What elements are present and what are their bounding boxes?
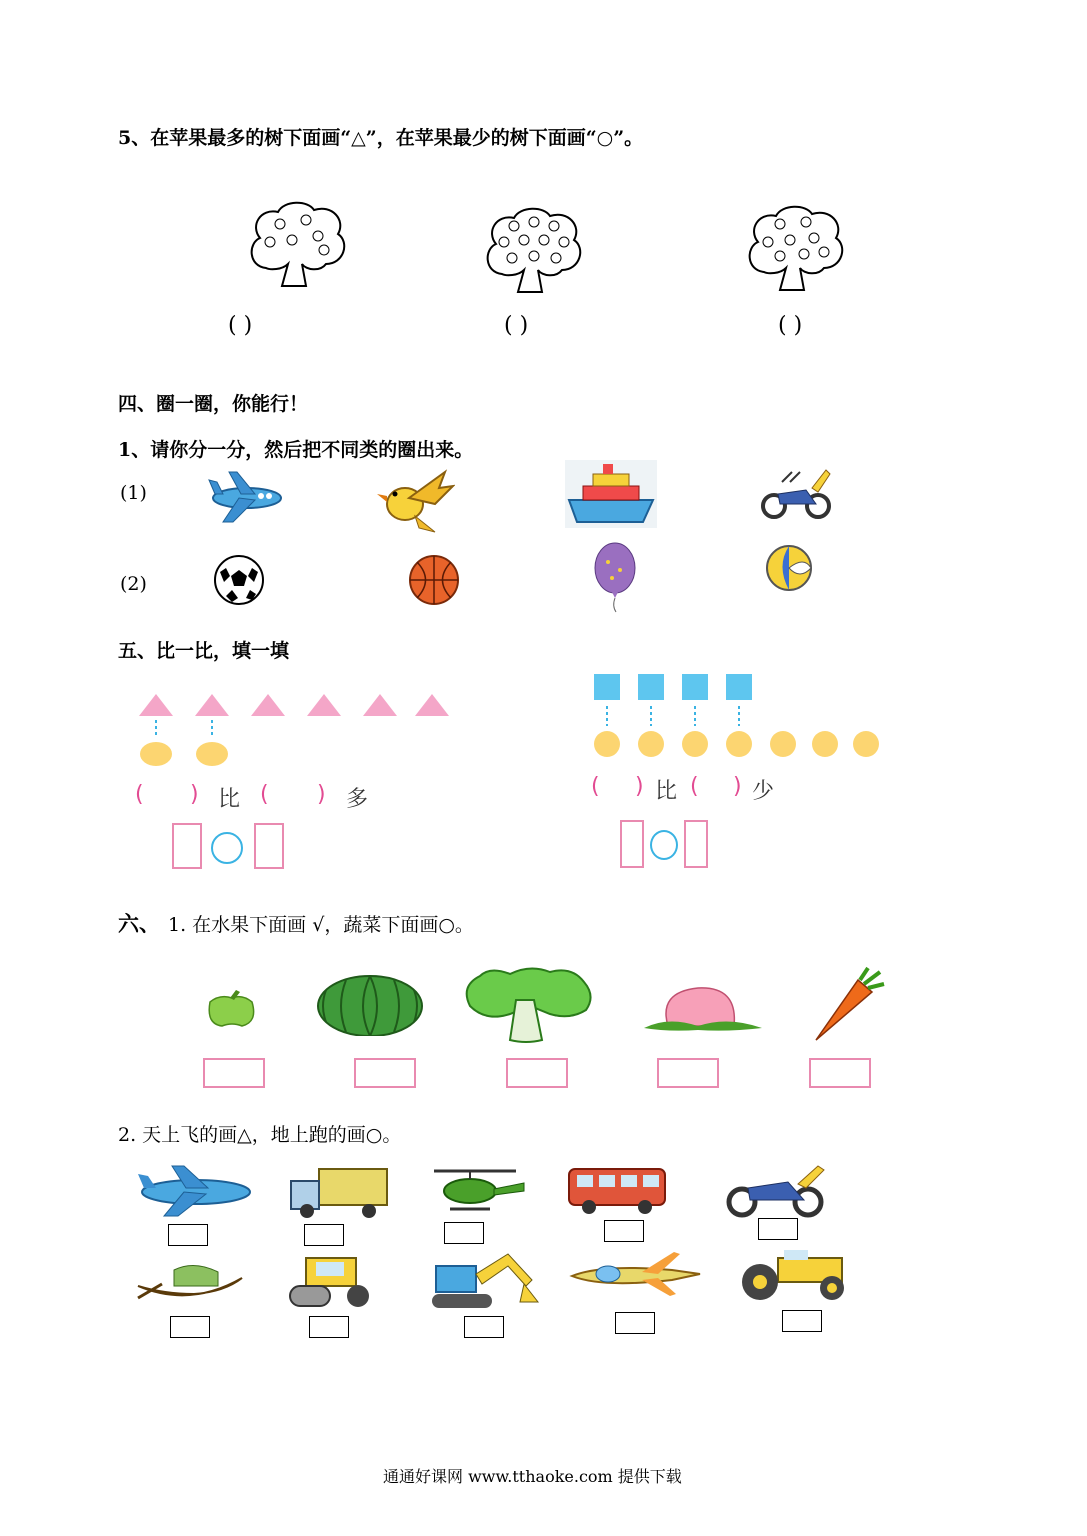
result-word-less: 少 bbox=[752, 779, 775, 804]
pepper-icon[interactable] bbox=[202, 988, 260, 1028]
compare-circle[interactable] bbox=[211, 832, 243, 864]
triangle-row bbox=[136, 690, 452, 770]
motorcycle-icon[interactable] bbox=[722, 1162, 830, 1218]
section6-title: 六、 bbox=[118, 911, 160, 936]
q5-title: 5、在苹果最多的树下面画“△”，在苹果最少的树下面画“○”。 bbox=[118, 127, 644, 149]
bird-icon[interactable] bbox=[375, 468, 455, 536]
footer-text: 通通好课网 www.tthaoke.com 提供下载 bbox=[383, 1467, 682, 1486]
answer-box[interactable] bbox=[168, 1224, 208, 1246]
answer-box[interactable] bbox=[758, 1218, 798, 1240]
tree-icon bbox=[482, 204, 587, 296]
answer-box[interactable] bbox=[444, 1222, 484, 1244]
blank-open: ( bbox=[260, 782, 269, 807]
answer-box[interactable] bbox=[170, 1316, 210, 1338]
answer-box[interactable] bbox=[354, 1058, 416, 1088]
airplane-icon[interactable] bbox=[205, 464, 287, 526]
section4-q1: 1、请你分一分，然后把不同类的圈出来。 bbox=[118, 439, 474, 461]
answer-blank[interactable]: ( ) bbox=[228, 313, 253, 338]
answer-box[interactable] bbox=[172, 823, 202, 869]
cabbage-icon[interactable] bbox=[460, 966, 596, 1044]
balloon-icon[interactable] bbox=[592, 540, 638, 614]
blank-open: ( bbox=[135, 782, 144, 807]
basketball-icon[interactable] bbox=[407, 552, 461, 608]
compare-circle[interactable] bbox=[650, 830, 678, 860]
square-circle-rows bbox=[590, 674, 882, 762]
answer-box[interactable] bbox=[782, 1310, 822, 1332]
soccer-ball-icon[interactable] bbox=[212, 552, 266, 608]
answer-box[interactable] bbox=[615, 1312, 655, 1334]
carrot-icon[interactable] bbox=[808, 966, 886, 1044]
answer-box[interactable] bbox=[657, 1058, 719, 1088]
answer-box[interactable] bbox=[620, 820, 644, 868]
section4-title: 四、圈一圈，你能行！ bbox=[118, 393, 309, 415]
watermelon-icon[interactable] bbox=[316, 970, 424, 1036]
excavator-icon[interactable] bbox=[428, 1250, 540, 1312]
answer-box[interactable] bbox=[254, 823, 284, 869]
road-roller-icon[interactable] bbox=[286, 1254, 380, 1310]
bus-icon[interactable] bbox=[565, 1163, 671, 1217]
answer-blank[interactable]: ( ) bbox=[778, 313, 803, 338]
volleyball-icon[interactable] bbox=[764, 542, 814, 594]
blank-open: ( bbox=[591, 774, 600, 799]
answer-box[interactable] bbox=[203, 1058, 265, 1088]
answer-blank[interactable]: ( ) bbox=[504, 313, 529, 338]
truck-icon[interactable] bbox=[287, 1165, 391, 1221]
tree-icon bbox=[744, 202, 849, 294]
row1-label: (1) bbox=[120, 482, 147, 504]
compare-word: 比 bbox=[655, 779, 678, 804]
answer-box[interactable] bbox=[304, 1224, 344, 1246]
answer-box[interactable] bbox=[464, 1316, 504, 1338]
section6-q2: 2. 天上飞的画△，地上跑的画○。 bbox=[118, 1124, 402, 1146]
helicopter-icon[interactable] bbox=[430, 1165, 526, 1213]
jet-icon[interactable] bbox=[562, 1248, 706, 1298]
answer-box[interactable] bbox=[604, 1220, 644, 1242]
airplane-icon[interactable] bbox=[134, 1162, 256, 1218]
blank-open: ( bbox=[690, 774, 699, 799]
blank-close: ) bbox=[635, 774, 644, 799]
compare-word: 比 bbox=[218, 787, 241, 812]
answer-box[interactable] bbox=[809, 1058, 871, 1088]
blank-close: ) bbox=[733, 774, 742, 799]
section5-title: 五、比一比，填一填 bbox=[118, 640, 290, 662]
motorcycle-icon[interactable] bbox=[760, 464, 832, 522]
blank-close: ) bbox=[190, 782, 199, 807]
blank-close: ) bbox=[317, 782, 326, 807]
tree-icon bbox=[246, 198, 351, 290]
answer-box[interactable] bbox=[309, 1316, 349, 1338]
result-word-more: 多 bbox=[346, 787, 369, 812]
answer-box[interactable] bbox=[684, 820, 708, 868]
answer-box[interactable] bbox=[506, 1058, 568, 1088]
boat-icon[interactable] bbox=[134, 1258, 246, 1308]
tractor-icon[interactable] bbox=[738, 1248, 854, 1304]
row2-label: (2) bbox=[120, 573, 147, 595]
section6-q1: 1. 在水果下面画 √，蔬菜下面画○。 bbox=[168, 914, 474, 936]
ship-icon[interactable] bbox=[565, 460, 657, 528]
peach-icon[interactable] bbox=[638, 982, 766, 1032]
